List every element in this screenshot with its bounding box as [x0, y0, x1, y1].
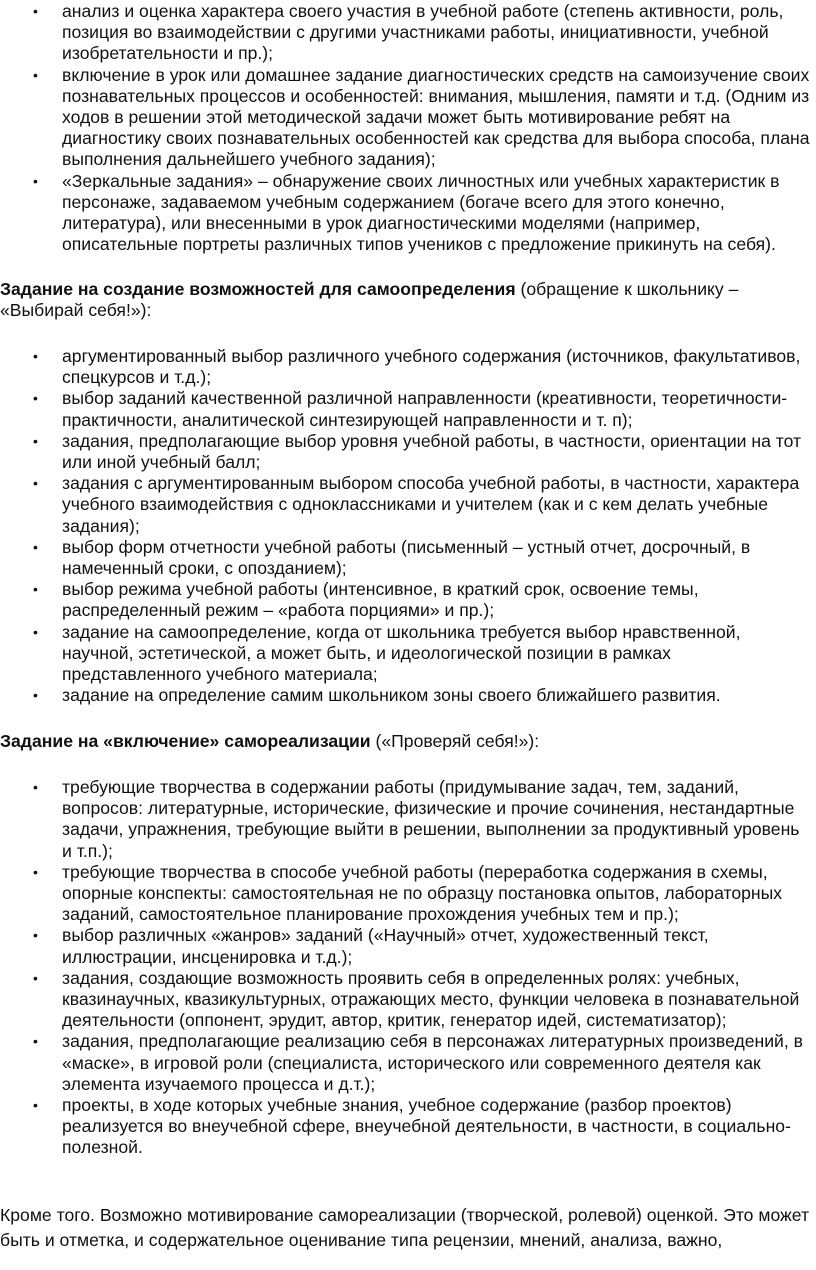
- list-item: • требующие творчества в способе учебной работы (переработка содержания в схемы, опорные конспекты: самостоятельная не по образцу постановка опытов, лабораторных заданий, самостоятельное планирование прохождения учебных тем и пр.);: [33, 861, 783, 925]
- list-item: • проекты, в ходе которых учебные знания, учебное содержание (разбор проектов) реализуется во внеучебной сфере, внеучебной деятельности, в частности, в социально-полезной.: [33, 1095, 791, 1158]
- section-heading-self-determination: [0, 279, 816, 321]
- bullet-icon: •: [33, 623, 38, 640]
- list-item: • задания с аргументированным выбором способа учебной работы, в частности, характера учебного взаимодействия с одноклассниками и учителем (как и с кем делать учебные задания);: [33, 473, 800, 536]
- heading-bold: Задание на создание возможностей для самоопределения: [0, 279, 516, 299]
- list-item: • выбор режима учебной работы (интенсивное, в краткий срок, освоение темы, распределенный режим – «работа порциями» и пр.);: [33, 579, 699, 621]
- bullet-icon: •: [33, 3, 38, 19]
- list-item: • выбор заданий качественной различной направленности (креативности, теоретичности-практичности, аналитической синтезирующей направленности и т. п);: [33, 388, 788, 430]
- bullet-list-self-determination: [0, 346, 816, 706]
- bullet-icon: •: [33, 927, 38, 944]
- list-item: • задания, предполагающие реализацию себя в персонажах литературных произведений, в «маске», в игровой роли (специалиста, исторического или современного деятеля как элемента изучаемого процесса и д.т.);: [33, 1031, 804, 1094]
- closing-paragraph: Кроме того. Возможно мотивирование самореализации (творческой, ролевой) оценкой. Это может быть и отметка, и содержательное оценивание типа рецензии, мнений, анализа, важно,: [0, 1205, 810, 1250]
- heading-rest: («Проверяй себя!»):: [370, 731, 540, 751]
- list-item: • задания, предполагающие выбор уровня учебной работы, в частности, ориентации на тот или иной учебный балл;: [33, 430, 802, 473]
- list-item: • выбор форм отчетности учебной работы (письменный – устный отчет, досрочный, в намеченный сроки, с опозданием);: [33, 536, 751, 579]
- list-item: • задание на самоопределение, когда от школьника требуется выбор нравственной, научной, эстетической, а может быть, и идеологической позиции в рамках представленного учебного материала;: [33, 621, 741, 685]
- list-item: • включение в урок или домашнее задание диагностических средств на самоизучение своих познавательных процессов и особенностей: внимания, мышления, памяти и т.д. (Одним из ходов в решении этой методической задачи может быть мотивирование ребят на диагностику своих познавательных особенностей как средства для выбора способа, плана выполнения дальнейшего учебного задания);: [33, 64, 810, 170]
- bullet-list-self-realization: [0, 777, 816, 1159]
- bullet-icon: •: [33, 475, 38, 492]
- list-item: • задания, создающие возможность проявить себя в определенных ролях: учебных, квазинаучных, квазикультурных, отражающих место, функции человека в познавательной деятельности (оппонент, эрудит, автор, критик, генератор идей, систематизатор);: [33, 967, 800, 1031]
- bullet-icon: •: [33, 390, 38, 407]
- heading-rest: (обращение к школьнику – «Выбирай себя!»):: [0, 279, 739, 321]
- list-item: • анализ и оценка характера своего участия в учебной работе (степень активности, роль, позиция во взаимодействии с другими участниками работы, инициативности, учебной изобретательности и пр.);: [33, 1, 784, 64]
- bullet-icon: •: [33, 969, 38, 986]
- bullet-icon: •: [33, 66, 38, 83]
- list-item: • аргументированный выбор различного учебного содержания (источников, факультативов, спецкурсов и т.д.);: [33, 346, 801, 388]
- bullet-icon: •: [33, 348, 38, 364]
- bullet-icon: •: [33, 863, 38, 880]
- bullet-icon: •: [33, 581, 38, 598]
- bullet-icon: •: [33, 1097, 38, 1114]
- list-item: • выбор различных «жанров» заданий («Научный» отчет, художественный текст, иллюстрации, инсценировка и т.д.);: [33, 925, 709, 967]
- bullet-icon: •: [33, 172, 38, 189]
- section-heading-self-realization: [0, 731, 816, 752]
- bullet-icon: •: [33, 1033, 38, 1050]
- list-item: • требующие творчества в содержании работы (придумывание задач, тем, заданий, вопросов: литературные, исторические, физические и прочие сочинения, нестандартные задачи, упражнения, требующие выйти в решении, выполнении за продуктивный уровень и т.п.);: [33, 777, 800, 861]
- heading-bold: Задание на «включение» самореализации: [0, 731, 371, 751]
- list-item: • «Зеркальные задания» – обнаружение своих личностных или учебных характеристик в персонаже, задаваемом учебным содержанием (богаче всего для этого конечно, литература), или внесенными в урок диагностическими моделями (например, описательные портреты различных типов учеников с предложение прикинуть на себя).: [33, 170, 780, 255]
- bullet-list-reflection: [0, 0, 816, 255]
- list-item: • задание на определение самим школьником зоны своего ближайшего развития.: [33, 685, 721, 706]
- bullet-icon: •: [33, 687, 38, 704]
- bullet-icon: •: [33, 538, 38, 555]
- bullet-icon: •: [33, 432, 38, 449]
- bullet-icon: •: [33, 779, 38, 795]
